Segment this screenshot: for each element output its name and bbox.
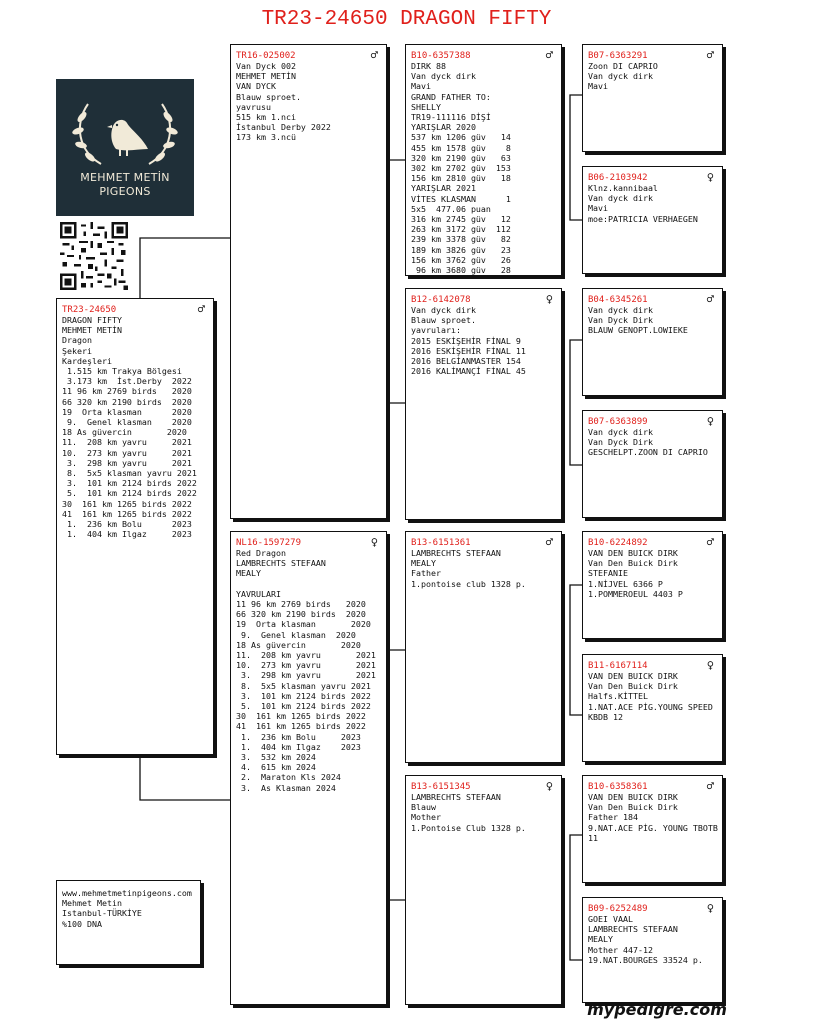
detail-line: 3. 101 km 2124 birds 2022 xyxy=(62,478,197,489)
detail-line: VAN DEN BUICK DIRK xyxy=(588,548,678,558)
detail-line: Van dyck dirk xyxy=(588,305,653,315)
detail-line: Van dyck dirk xyxy=(411,71,476,82)
pigeon-card-dsd[interactable] xyxy=(582,654,723,762)
detail-line: GESCHELPT.ZOON DI CAPRIO xyxy=(588,447,708,458)
pigeon-card-ddd[interactable] xyxy=(582,897,723,1003)
detail-line: VAN DYCK xyxy=(236,81,276,92)
female-symbol-icon: ♀ xyxy=(545,292,553,306)
detail-line: MEALY xyxy=(588,934,613,945)
detail-line: Van Den Buick Dirk xyxy=(588,558,678,569)
detail-line: GOEI VAAL xyxy=(588,914,633,924)
detail-line: Van dyck dirk xyxy=(588,71,653,82)
detail-line: Van dyck dirk xyxy=(588,193,653,204)
detail-line: 8. 5x5 klasman yavru 2021 xyxy=(62,468,197,479)
detail-line: 9. Genel klasman 2020 xyxy=(236,629,356,640)
detail-line: 30 161 km 1265 birds 2022 xyxy=(236,711,366,722)
detail-line: Zoon DI CAPRIO xyxy=(588,61,658,71)
detail-line: 10. 273 km yavru 2021 xyxy=(236,660,376,671)
female-symbol-icon: ♀ xyxy=(706,414,714,428)
detail-line: Father xyxy=(411,568,441,579)
detail-line: 4. 615 km 2024 xyxy=(236,762,316,773)
detail-line: 18 As güvercin 2020 xyxy=(62,427,187,438)
pigeon-details xyxy=(588,914,716,965)
detail-line: 18 As güvercin 2020 xyxy=(236,639,361,650)
detail-line: Mavi xyxy=(588,203,608,214)
ring-number: B07-6363291 xyxy=(588,51,648,61)
pigeon-details xyxy=(588,548,716,599)
detail-line: 3. 298 km yavru 2021 xyxy=(236,670,376,681)
male-symbol-icon: ♂ xyxy=(706,48,714,62)
detail-line: Father 184 xyxy=(588,812,638,823)
detail-line: 263 km 3172 güv 112 xyxy=(411,224,511,235)
detail-line: 1.pontoise club 1328 p. xyxy=(411,578,526,589)
male-symbol-icon: ♂ xyxy=(706,779,714,793)
ring-number: TR23-24650 xyxy=(62,305,117,315)
detail-line: 1.POMMEROEUL 4403 P xyxy=(588,588,683,599)
pigeon-details xyxy=(411,305,555,376)
pigeon-details xyxy=(588,61,716,92)
detail-line: DRAGON FIFTY xyxy=(62,315,122,325)
detail-line: 19.NAT.BOURGES 33524 p. xyxy=(588,954,703,965)
detail-line: 320 km 2190 güv 63 xyxy=(411,152,511,163)
detail-line: 9.NAT.ACE PİG. YOUNG TBOTB xyxy=(588,822,718,833)
ring-number: B12-6142078 xyxy=(411,295,471,305)
brand-logo xyxy=(56,79,194,216)
detail-line: Halfs.KİTTEL xyxy=(588,691,648,702)
qr-code[interactable] xyxy=(58,222,130,290)
detail-line: LAMBRECHTS STEFAAN xyxy=(588,924,678,935)
pigeon-card-sire-sire[interactable] xyxy=(405,44,562,276)
pigeon-card-dam[interactable] xyxy=(230,531,387,1005)
detail-line: 1.Pontoise Club 1328 p. xyxy=(411,822,526,833)
detail-line: 96 km 3680 güv 28 xyxy=(411,265,511,276)
pigeon-details xyxy=(588,792,716,843)
detail-line: YARIŞLAR 2020 xyxy=(411,122,476,133)
pigeon-details xyxy=(236,548,380,793)
male-symbol-icon: ♂ xyxy=(545,48,553,62)
ring-number: B10-6358361 xyxy=(588,782,648,792)
detail-line: 10. 273 km yavru 2021 xyxy=(62,447,192,458)
ring-number: B10-6357388 xyxy=(411,51,471,61)
pigeon-card-dds[interactable] xyxy=(582,775,723,883)
detail-line: VİTES KLASMAN 1 xyxy=(411,193,511,204)
detail-line: VAN DEN BUICK DIRK xyxy=(588,671,678,681)
ring-number: B11-6167114 xyxy=(588,661,648,671)
detail-line: Blauw sproet. xyxy=(411,315,476,326)
pigeon-details xyxy=(588,671,716,722)
pigeon-card-sdd[interactable] xyxy=(582,410,723,518)
detail-line: 1.NAT.ACE PİG.YOUNG SPEED xyxy=(588,701,713,712)
male-symbol-icon: ♂ xyxy=(706,535,714,549)
detail-line: 515 km 1.nci xyxy=(236,112,296,123)
ring-number: B06-2103942 xyxy=(588,173,648,183)
female-symbol-icon: ♀ xyxy=(706,658,714,672)
detail-line: 1. 404 km Ilgaz 2023 xyxy=(62,529,192,540)
detail-line: Mother xyxy=(411,812,441,823)
ring-number: TR16-025002 xyxy=(236,51,296,61)
detail-line: Mehmet Metin xyxy=(62,898,122,909)
ring-number: B13-6151345 xyxy=(411,782,471,792)
detail-line: Şekeri xyxy=(62,345,92,356)
detail-line: %100 DNA xyxy=(62,918,102,929)
detail-line: 537 km 1206 güv 14 xyxy=(411,132,511,143)
detail-line: 11 96 km 2769 birds 2020 xyxy=(236,599,366,610)
detail-line: 11 xyxy=(588,832,598,843)
detail-line: Van Dyck Dirk xyxy=(588,315,653,326)
pigeon-card-dss[interactable] xyxy=(582,531,723,639)
detail-line: 455 km 1578 güv 8 xyxy=(411,142,511,153)
detail-line: TR19-111116 DİŞİ xyxy=(411,112,491,123)
detail-line: Istanbul-TÜRKİYE xyxy=(62,908,142,919)
detail-line: Van Dyck Dirk xyxy=(588,437,653,448)
detail-line: 19 Orta klasman 2020 xyxy=(236,619,371,630)
detail-line: SHELLY xyxy=(411,101,441,112)
detail-line: 3. 101 km 2124 birds 2022 xyxy=(236,690,371,701)
detail-line: Blauw xyxy=(411,802,436,813)
detail-line: 11. 208 km yavru 2021 xyxy=(236,650,376,661)
breeder-info-box xyxy=(56,880,201,965)
pigeon-details xyxy=(411,61,555,275)
detail-line: 11 96 km 2769 birds 2020 xyxy=(62,386,192,397)
detail-line: 1. 236 km Bolu 2023 xyxy=(236,731,361,742)
detail-line: 3.173 km İst.Derby 2022 xyxy=(62,376,192,387)
detail-line: 5x5 477.06 puan xyxy=(411,203,491,214)
detail-line: Van dyck dirk xyxy=(588,427,653,437)
footer-brand-link[interactable]: mypedigre.com xyxy=(587,1000,727,1019)
detail-line: 1.NİJVEL 6366 P xyxy=(588,578,663,589)
detail-line: 3. As Klasman 2024 xyxy=(236,782,336,793)
detail-line: 3. 532 km 2024 xyxy=(236,752,316,763)
detail-line: LAMBRECHTS STEFAAN xyxy=(411,548,501,558)
detail-line: yavrusu xyxy=(236,101,271,112)
detail-line: 1.515 km Trakya Bölgesi xyxy=(62,366,182,377)
detail-line: 173 km 3.ncü xyxy=(236,132,296,143)
detail-line: Van Den Buick Dirk xyxy=(588,681,678,692)
detail-line: 1. 236 km Bolu 2023 xyxy=(62,519,192,530)
detail-line: 316 km 2745 güv 12 xyxy=(411,214,511,225)
detail-line: Mavi xyxy=(588,81,608,92)
page-title: TR23-24650 DRAGON FIFTY xyxy=(261,8,552,31)
detail-line: VAN DEN BUICK DIRK xyxy=(588,792,678,802)
detail-line: moe:PATRICIA VERHAEGEN xyxy=(588,213,698,224)
detail-line: Klnz.kannibaal xyxy=(588,183,658,193)
detail-line: 5. 101 km 2124 birds 2022 xyxy=(236,701,371,712)
pigeon-details xyxy=(411,792,555,833)
detail-line: yavruları: xyxy=(411,325,461,336)
detail-line: MEHMET METİN xyxy=(236,71,296,82)
detail-line: 9. Genel klasman 2020 xyxy=(62,417,192,428)
detail-line: Dragon xyxy=(62,335,92,346)
female-symbol-icon: ♀ xyxy=(706,170,714,184)
pigeon-card-ssd[interactable] xyxy=(582,166,723,274)
detail-line: 66 320 km 2190 birds 2020 xyxy=(62,396,192,407)
ring-number: B04-6345261 xyxy=(588,295,648,305)
detail-line: 156 km 3762 güv 26 xyxy=(411,254,511,265)
pigeon-card-sire[interactable] xyxy=(230,44,387,519)
detail-line: 19 Orta klasman 2020 xyxy=(62,406,192,417)
male-symbol-icon: ♂ xyxy=(370,48,378,62)
pigeon-details xyxy=(62,315,207,539)
detail-line: LAMBRECHTS STEFAAN xyxy=(411,792,501,802)
detail-line: www.mehmetmetinpigeons.com xyxy=(62,888,192,898)
detail-line: 2016 BELGİANMASTER 154 xyxy=(411,356,521,367)
detail-line: DIRK 88 xyxy=(411,61,446,71)
pigeon-card-dam-sire[interactable] xyxy=(405,531,562,763)
detail-line: Red Dragon xyxy=(236,548,286,558)
pigeon-card-dam-dam[interactable] xyxy=(405,775,562,1005)
ring-number: B13-6151361 xyxy=(411,538,471,548)
detail-line: KBDB 12 xyxy=(588,711,623,722)
detail-line: 3. 298 km yavru 2021 xyxy=(62,457,192,468)
detail-line: Mother 447-12 xyxy=(588,944,653,955)
detail-line: 5. 101 km 2124 birds 2022 xyxy=(62,488,197,499)
detail-line: 239 km 3378 güv 82 xyxy=(411,234,511,245)
detail-line: MEALY xyxy=(236,568,261,579)
detail-line: 156 km 2810 güv 18 xyxy=(411,173,511,184)
detail-line: STEFANIE xyxy=(588,568,628,579)
detail-line: Mavi xyxy=(411,81,431,92)
detail-line: YARIŞLAR 2021 xyxy=(411,183,476,194)
laurel-pigeon-emblem xyxy=(56,79,194,179)
ring-number: NL16-1597279 xyxy=(236,538,302,548)
detail-line: İstanbul Derby 2022 xyxy=(236,122,331,133)
detail-line: LAMBRECHTS STEFAAN xyxy=(236,558,326,569)
female-symbol-icon: ♀ xyxy=(545,779,553,793)
ring-number: B07-6363899 xyxy=(588,417,648,427)
male-symbol-icon: ♂ xyxy=(706,292,714,306)
pigeon-details xyxy=(588,183,716,224)
detail-line: 11. 208 km yavru 2021 xyxy=(62,437,192,448)
detail-line: 30 161 km 1265 birds 2022 xyxy=(62,498,192,509)
pigeon-card-sss[interactable] xyxy=(582,44,723,152)
detail-line: 8. 5x5 klasman yavru 2021 xyxy=(236,680,371,691)
detail-line: 2. Maraton Kls 2024 xyxy=(236,772,341,783)
detail-line: BLAUW GENOPT.LOWIEKE xyxy=(588,325,688,336)
detail-line: Van Den Buick Dirk xyxy=(588,802,678,813)
detail-line: 41 161 km 1265 birds 2022 xyxy=(236,721,366,732)
pigeon-details xyxy=(588,427,716,458)
detail-line: 66 320 km 2190 birds 2020 xyxy=(236,609,366,620)
male-symbol-icon: ♂ xyxy=(545,535,553,549)
detail-line: GRAND FATHER TO: xyxy=(411,91,491,102)
detail-line: MEHMET METİN xyxy=(62,325,122,336)
detail-line: MEALY xyxy=(411,558,436,569)
pigeon-details xyxy=(411,548,555,589)
logo-line-1: MEHMET METİN xyxy=(80,171,170,184)
detail-line: 189 km 3826 güv 23 xyxy=(411,244,511,255)
female-symbol-icon: ♀ xyxy=(706,901,714,915)
pigeon-details xyxy=(588,305,716,336)
ring-number: B10-6224892 xyxy=(588,538,648,548)
pigeon-details xyxy=(236,61,380,143)
pigeon-card-sire-dam[interactable] xyxy=(405,288,562,520)
detail-line: Blauw sproet. xyxy=(236,91,301,102)
pigeon-card-subject[interactable] xyxy=(56,298,214,755)
female-symbol-icon: ♀ xyxy=(370,535,378,549)
detail-line xyxy=(236,579,380,589)
detail-line: Kardeşleri xyxy=(62,355,112,366)
detail-line: 302 km 2702 güv 153 xyxy=(411,163,511,174)
logo-line-2: PIGEONS xyxy=(99,185,151,198)
detail-line: 2016 ESKİŞEHİR FİNAL 11 xyxy=(411,345,526,356)
detail-line: 2016 KALİMANÇİ FİNAL 45 xyxy=(411,366,526,377)
ring-number: B09-6252489 xyxy=(588,904,648,914)
breeder-info-lines xyxy=(62,888,195,929)
detail-line: Van dyck dirk xyxy=(411,305,476,315)
detail-line: 2015 ESKİŞEHİR FİNAL 9 xyxy=(411,335,521,346)
detail-line: YAVRULARI xyxy=(236,588,281,599)
pigeon-card-sds[interactable] xyxy=(582,288,723,396)
detail-line: 41 161 km 1265 birds 2022 xyxy=(62,508,192,519)
detail-line: Van Dyck 002 xyxy=(236,61,296,71)
male-symbol-icon: ♂ xyxy=(197,302,205,316)
detail-line: 1. 404 km Ilgaz 2023 xyxy=(236,741,361,752)
